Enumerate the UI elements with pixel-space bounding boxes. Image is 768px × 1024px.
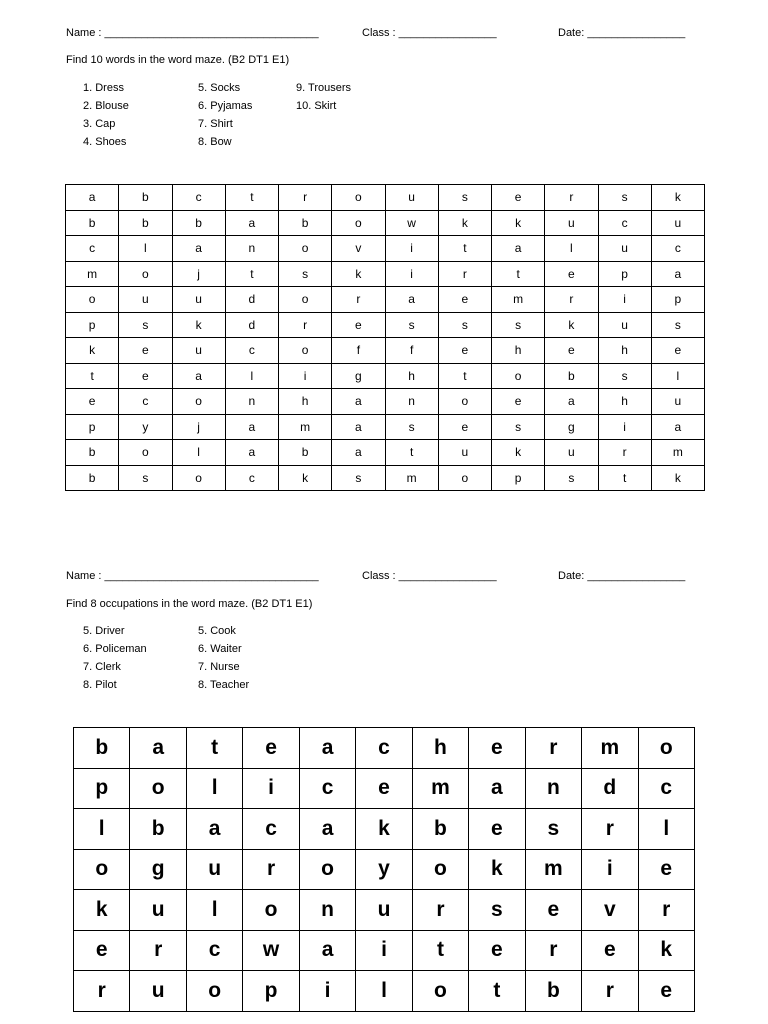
grid-cell: g — [545, 414, 598, 440]
grid-cell: p — [66, 312, 119, 338]
grid-row — [66, 261, 705, 287]
grid-cell: o — [638, 728, 694, 769]
grid-cell: h — [412, 728, 468, 769]
grid-cell: p — [651, 287, 704, 313]
grid-cell: v — [332, 236, 385, 262]
grid-cell: o — [492, 363, 545, 389]
header-row-1 — [0, 27, 768, 41]
grid-cell: u — [119, 287, 172, 313]
grid-cell: c — [225, 465, 278, 491]
grid-cell: i — [243, 768, 299, 809]
word-list-item: 2. Blouse — [83, 100, 129, 112]
grid-cell: a — [651, 414, 704, 440]
grid-cell: l — [186, 890, 242, 931]
grid-cell: r — [332, 287, 385, 313]
grid-cell: c — [172, 185, 225, 211]
grid-cell: n — [525, 768, 581, 809]
grid-cell: a — [332, 414, 385, 440]
grid-cell: a — [225, 414, 278, 440]
grid-cell: n — [385, 389, 438, 415]
grid-cell: a — [332, 389, 385, 415]
grid-cell: r — [279, 312, 332, 338]
word-list-1-col-3 — [296, 79, 351, 115]
grid-cell: o — [172, 465, 225, 491]
grid-cell: a — [492, 236, 545, 262]
grid-cell: s — [438, 312, 491, 338]
grid-cell: e — [74, 930, 130, 971]
grid-cell: l — [225, 363, 278, 389]
grid-cell: h — [385, 363, 438, 389]
grid-cell: a — [651, 261, 704, 287]
grid-cell: m — [492, 287, 545, 313]
grid-cell: c — [66, 236, 119, 262]
word-list-2-col-1 — [83, 622, 147, 694]
grid-cell: c — [356, 728, 412, 769]
grid-cell: f — [385, 338, 438, 364]
grid-cell: t — [225, 185, 278, 211]
word-list-item: 8. Teacher — [198, 679, 250, 691]
grid-cell: m — [651, 440, 704, 466]
grid-cell: o — [412, 849, 468, 890]
grid-cell: k — [279, 465, 332, 491]
grid-cell: s — [545, 465, 598, 491]
word-list-item: 5. Driver — [83, 625, 125, 637]
grid-cell: c — [638, 768, 694, 809]
grid-cell: k — [66, 338, 119, 364]
grid-row — [74, 971, 695, 1012]
grid-cell: l — [119, 236, 172, 262]
grid-cell: t — [469, 971, 525, 1012]
grid-cell: o — [119, 261, 172, 287]
grid-cell: a — [225, 440, 278, 466]
word-list-item: 6. Policeman — [83, 643, 147, 655]
word-list-item: 6. Pyjamas — [198, 100, 253, 112]
grid-cell: o — [172, 389, 225, 415]
grid-cell: a — [130, 728, 186, 769]
grid-cell: r — [525, 930, 581, 971]
grid-cell: k — [638, 930, 694, 971]
grid-cell: c — [243, 809, 299, 850]
grid-cell: c — [651, 236, 704, 262]
grid-row — [74, 890, 695, 931]
word-list-item: 8. Bow — [198, 136, 232, 148]
word-list-item: 9. Trousers — [296, 82, 352, 94]
grid-cell: o — [243, 890, 299, 931]
grid-cell: i — [598, 287, 651, 313]
grid-cell: l — [74, 809, 130, 850]
grid-row — [66, 185, 705, 211]
grid-cell: a — [225, 210, 278, 236]
word-maze-grid-1 — [65, 184, 705, 491]
grid-cell: u — [130, 890, 186, 931]
grid-cell: s — [598, 185, 651, 211]
grid-cell: a — [172, 363, 225, 389]
grid-cell: e — [438, 414, 491, 440]
grid-row — [74, 930, 695, 971]
grid-cell: h — [279, 389, 332, 415]
grid-cell: e — [332, 312, 385, 338]
grid-cell: u — [172, 287, 225, 313]
grid-cell: t — [492, 261, 545, 287]
name-field-label: Name : ___________________________________ — [66, 27, 319, 39]
grid-cell: r — [582, 971, 638, 1012]
grid-row — [66, 312, 705, 338]
grid-cell: s — [385, 414, 438, 440]
grid-cell: s — [279, 261, 332, 287]
grid-cell: s — [598, 363, 651, 389]
grid-cell: a — [299, 809, 355, 850]
class-field-label: Class : ________________ — [362, 570, 497, 582]
grid-cell: o — [412, 971, 468, 1012]
class-field-label: Class : ________________ — [362, 27, 497, 39]
grid-row — [66, 465, 705, 491]
grid-cell: u — [545, 440, 598, 466]
grid-cell: e — [469, 930, 525, 971]
grid-cell: a — [186, 809, 242, 850]
grid-cell: a — [172, 236, 225, 262]
grid-cell: p — [492, 465, 545, 491]
grid-cell: e — [438, 338, 491, 364]
grid-cell: c — [119, 389, 172, 415]
grid-cell: a — [469, 768, 525, 809]
grid-cell: b — [412, 809, 468, 850]
grid-cell: r — [279, 185, 332, 211]
grid-cell: n — [225, 236, 278, 262]
grid-cell: n — [225, 389, 278, 415]
grid-cell: h — [598, 338, 651, 364]
grid-row — [66, 287, 705, 313]
grid-cell: b — [130, 809, 186, 850]
grid-cell: r — [545, 287, 598, 313]
grid-cell: k — [651, 465, 704, 491]
grid-cell: e — [492, 185, 545, 211]
grid-cell: d — [582, 768, 638, 809]
grid-cell: r — [582, 809, 638, 850]
grid-cell: e — [638, 849, 694, 890]
grid-cell: o — [279, 287, 332, 313]
grid-cell: s — [332, 465, 385, 491]
grid-cell: b — [66, 465, 119, 491]
grid-cell: w — [243, 930, 299, 971]
date-field-label: Date: ________________ — [558, 570, 686, 582]
instruction-2: Find 8 occupations in the word maze. (B2 DT1 E1) — [66, 598, 313, 610]
grid-cell: b — [545, 363, 598, 389]
grid-cell: i — [356, 930, 412, 971]
grid-cell: a — [66, 185, 119, 211]
grid-row — [66, 389, 705, 415]
word-list-item: 6. Waiter — [198, 643, 242, 655]
grid-cell: o — [119, 440, 172, 466]
grid-cell: e — [119, 338, 172, 364]
word-list-item: 10. Skirt — [296, 100, 337, 112]
word-list-item: 5. Cook — [198, 625, 236, 637]
grid-cell: t — [438, 363, 491, 389]
word-list-item: 7. Nurse — [198, 661, 240, 673]
grid-cell: b — [172, 210, 225, 236]
grid-cell: m — [582, 728, 638, 769]
grid-cell: c — [299, 768, 355, 809]
grid-cell: m — [66, 261, 119, 287]
grid-cell: i — [299, 971, 355, 1012]
grid-cell: j — [172, 261, 225, 287]
grid-cell: r — [545, 185, 598, 211]
word-list-item: 3. Cap — [83, 118, 116, 130]
grid-cell: c — [186, 930, 242, 971]
grid-cell: h — [598, 389, 651, 415]
grid-cell: s — [119, 465, 172, 491]
grid-cell: r — [130, 930, 186, 971]
grid-cell: u — [651, 389, 704, 415]
grid-cell: a — [299, 930, 355, 971]
grid-cell: r — [74, 971, 130, 1012]
grid-cell: u — [130, 971, 186, 1012]
grid-cell: k — [545, 312, 598, 338]
grid-cell: a — [332, 440, 385, 466]
grid-cell: o — [130, 768, 186, 809]
header-row-2 — [0, 570, 768, 584]
grid-cell: u — [598, 236, 651, 262]
grid-cell: k — [651, 185, 704, 211]
grid-cell: f — [332, 338, 385, 364]
word-list-item: 7. Clerk — [83, 661, 121, 673]
grid-cell: w — [385, 210, 438, 236]
grid-cell: c — [598, 210, 651, 236]
grid-row — [74, 728, 695, 769]
grid-cell: o — [332, 210, 385, 236]
word-maze-grid-2 — [73, 727, 695, 1012]
grid-row — [74, 768, 695, 809]
word-list-item: 5. Socks — [198, 82, 241, 94]
grid-cell: e — [356, 768, 412, 809]
grid-cell: p — [66, 414, 119, 440]
grid-cell: o — [279, 338, 332, 364]
word-list-item: 1. Dress — [83, 82, 124, 94]
grid-cell: k — [469, 849, 525, 890]
grid-cell: t — [186, 728, 242, 769]
grid-cell: u — [651, 210, 704, 236]
grid-cell: b — [66, 440, 119, 466]
grid-cell: d — [225, 312, 278, 338]
grid-cell: i — [385, 261, 438, 287]
word-list-item: 8. Pilot — [83, 679, 117, 691]
grid-cell: s — [469, 890, 525, 931]
grid-cell: k — [74, 890, 130, 931]
grid-row — [66, 440, 705, 466]
grid-cell: t — [438, 236, 491, 262]
grid-cell: r — [525, 728, 581, 769]
grid-cell: r — [412, 890, 468, 931]
grid-cell: u — [438, 440, 491, 466]
grid-cell: r — [598, 440, 651, 466]
word-list-item: 7. Shirt — [198, 118, 233, 130]
grid-cell: e — [525, 890, 581, 931]
grid-cell: c — [225, 338, 278, 364]
grid-cell: m — [279, 414, 332, 440]
grid-cell: s — [438, 185, 491, 211]
grid-cell: e — [582, 930, 638, 971]
grid-cell: s — [525, 809, 581, 850]
grid-cell: u — [545, 210, 598, 236]
word-list-2-col-2 — [198, 622, 249, 694]
grid-cell: p — [243, 971, 299, 1012]
word-list-1-col-1 — [83, 79, 129, 151]
grid-cell: r — [243, 849, 299, 890]
grid-cell: k — [492, 210, 545, 236]
name-field-label: Name : ___________________________________ — [66, 570, 319, 582]
grid-cell: l — [638, 809, 694, 850]
grid-row — [66, 338, 705, 364]
grid-cell: e — [545, 261, 598, 287]
grid-cell: e — [66, 389, 119, 415]
grid-row — [66, 414, 705, 440]
grid-cell: b — [279, 210, 332, 236]
grid-cell: h — [492, 338, 545, 364]
word-list-1-col-2 — [198, 79, 252, 151]
grid-cell: u — [385, 185, 438, 211]
date-field-label: Date: ________________ — [558, 27, 686, 39]
grid-cell: p — [598, 261, 651, 287]
grid-cell: o — [299, 849, 355, 890]
grid-row — [74, 809, 695, 850]
grid-cell: l — [186, 768, 242, 809]
grid-cell: y — [356, 849, 412, 890]
grid-cell: s — [492, 312, 545, 338]
grid-cell: o — [186, 971, 242, 1012]
grid-cell: i — [279, 363, 332, 389]
grid-cell: u — [356, 890, 412, 931]
grid-cell: u — [186, 849, 242, 890]
grid-cell: u — [172, 338, 225, 364]
grid-cell: t — [385, 440, 438, 466]
grid-cell: r — [638, 890, 694, 931]
grid-cell: k — [172, 312, 225, 338]
grid-cell: d — [225, 287, 278, 313]
grid-cell: b — [66, 210, 119, 236]
grid-cell: k — [356, 809, 412, 850]
grid-cell: b — [119, 210, 172, 236]
grid-cell: o — [438, 465, 491, 491]
grid-cell: t — [66, 363, 119, 389]
grid-cell: s — [492, 414, 545, 440]
grid-row — [74, 849, 695, 890]
grid-cell: o — [438, 389, 491, 415]
grid-cell: n — [299, 890, 355, 931]
grid-cell: e — [438, 287, 491, 313]
grid-cell: b — [74, 728, 130, 769]
grid-cell: e — [492, 389, 545, 415]
grid-cell: a — [385, 287, 438, 313]
grid-cell: e — [638, 971, 694, 1012]
grid-cell: i — [582, 849, 638, 890]
grid-cell: m — [525, 849, 581, 890]
grid-cell: s — [119, 312, 172, 338]
grid-cell: s — [385, 312, 438, 338]
grid-cell: m — [412, 768, 468, 809]
grid-cell: a — [299, 728, 355, 769]
grid-cell: g — [130, 849, 186, 890]
grid-cell: o — [66, 287, 119, 313]
grid-cell: o — [279, 236, 332, 262]
grid-cell: i — [598, 414, 651, 440]
grid-cell: u — [598, 312, 651, 338]
grid-cell: l — [545, 236, 598, 262]
grid-cell: s — [651, 312, 704, 338]
grid-cell: b — [279, 440, 332, 466]
grid-cell: j — [172, 414, 225, 440]
grid-row — [66, 236, 705, 262]
grid-cell: t — [598, 465, 651, 491]
grid-cell: r — [438, 261, 491, 287]
word-list-item: 4. Shoes — [83, 136, 127, 148]
grid-cell: e — [545, 338, 598, 364]
instruction-1: Find 10 words in the word maze. (B2 DT1 E1) — [66, 54, 290, 66]
grid-cell: o — [74, 849, 130, 890]
grid-cell: l — [651, 363, 704, 389]
grid-cell: b — [525, 971, 581, 1012]
grid-cell: e — [469, 809, 525, 850]
grid-cell: y — [119, 414, 172, 440]
grid-cell: e — [651, 338, 704, 364]
grid-cell: e — [243, 728, 299, 769]
grid-row — [66, 363, 705, 389]
grid-row — [66, 210, 705, 236]
grid-cell: e — [469, 728, 525, 769]
grid-cell: p — [74, 768, 130, 809]
grid-cell: k — [492, 440, 545, 466]
grid-cell: i — [385, 236, 438, 262]
grid-cell: k — [332, 261, 385, 287]
grid-cell: l — [356, 971, 412, 1012]
grid-cell: g — [332, 363, 385, 389]
grid-cell: t — [225, 261, 278, 287]
grid-cell: o — [332, 185, 385, 211]
grid-cell: m — [385, 465, 438, 491]
grid-cell: b — [119, 185, 172, 211]
grid-cell: e — [119, 363, 172, 389]
grid-cell: a — [545, 389, 598, 415]
grid-cell: l — [172, 440, 225, 466]
grid-cell: v — [582, 890, 638, 931]
grid-cell: t — [412, 930, 468, 971]
grid-cell: k — [438, 210, 491, 236]
